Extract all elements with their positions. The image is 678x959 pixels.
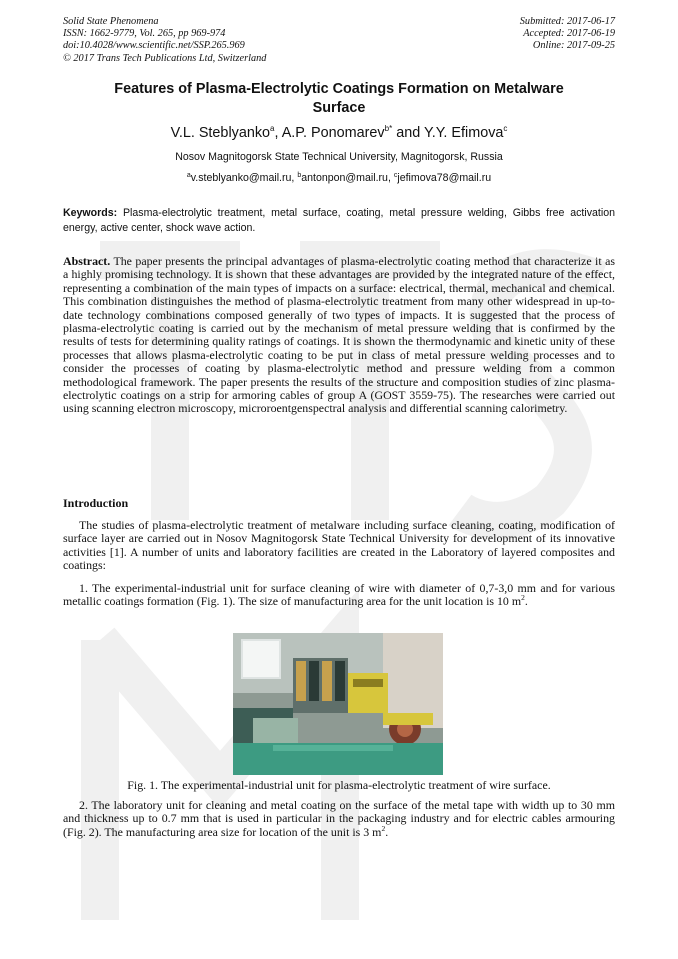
- accepted-date: Accepted: 2017-06-19: [523, 28, 615, 40]
- paragraph-body: 2. The laboratory unit for cleaning and metal coating on the surface of the metal tape with width up to 30 mm and thickness up to 0.7 mm that is used in particular in the packaging industry and for electric cables armouring (Fig. 2). The manufacturing area size for location of the unit is 3 m: [63, 798, 615, 839]
- author-separator: ,: [274, 125, 282, 141]
- author-emails: [63, 171, 615, 185]
- section-heading-introduction: Introduction: [63, 496, 129, 510]
- paragraph-text: [63, 582, 615, 609]
- figure-1-photo: [233, 633, 443, 775]
- paragraph-end: .: [385, 824, 389, 839]
- keywords-label: Keywords:: [63, 207, 118, 219]
- email-mark: c: [393, 172, 398, 179]
- author-affil-mark: c: [503, 124, 508, 133]
- email-link[interactable]: antonpon@mail.ru,: [301, 172, 394, 184]
- intro-paragraph-2: [63, 582, 615, 609]
- superscript: 2: [381, 823, 386, 833]
- keywords-text: Plasma-electrolytic treatment, metal surface, coating, metal pressure welding, Gibbs free activation energy, active center, shock wave action.: [63, 207, 615, 234]
- author-separator: and: [392, 125, 424, 141]
- affiliation: Nosov Magnitogorsk State Technical University, Magnitogorsk, Russia: [175, 151, 503, 163]
- submitted-date: Submitted: 2017-06-17: [519, 16, 615, 27]
- email-link[interactable]: jefimova78@mail.ru: [397, 172, 492, 184]
- email-mark: a: [186, 172, 191, 179]
- superscript: 2: [521, 593, 525, 603]
- author-name: A.P. Ponomarev: [281, 125, 385, 141]
- title-line-2: Surface: [312, 100, 366, 116]
- dates-header: [520, 16, 615, 53]
- author-name: Y.Y. Efimova: [423, 125, 504, 141]
- paper-title: [63, 80, 615, 118]
- intro-paragraph-1: [63, 519, 615, 573]
- email-link[interactable]: v.steblyanko@mail.ru,: [190, 172, 298, 184]
- email-mark: b: [297, 172, 302, 179]
- journal-header: [63, 16, 266, 65]
- keywords: [63, 206, 615, 235]
- abstract-text: The paper presents the principal advantages of plasma-electrolytic coating method that characterize it as a highly promising technology. It is shown that these advantages are provided by the integrated nature of the effect, representing a combination of the main types of impacts on a surface: electrical, thermal, mechanical and chemical. This combination distinguishes the method of plasma-electrolytic treatment from many other widespread in up-to-date technology combinations composed generally of two types of impacts. It is suggested that the process of plasma-electrolytic coating is carried out by the mechanism of metal pressure welding that is confirmed by the results of tests for determining quality ratings of coatings. It is shown the thermodynamic and kinetic unity of these processes that allows plasma-electrolytic coating to be put in class of metal pressure welding processes and to consider the processes of coating by plasma-electrolytic method and pressure welding from a common methodological framework. The paper presents the results of the structure and composition studies of zinc plasma-electrolytic coatings on a strip for armoring cables of group A (GOST 3559-75). The researches were carried out using scanning electron microscopy, microroentgenspectral analysis and differential scanning calorimetry.: [63, 254, 615, 416]
- author-list: [63, 124, 615, 142]
- author-name: V.L. Steblyanko: [170, 125, 271, 141]
- title-line-1: Features of Plasma-Electrolytic Coatings Formation on Metalware: [114, 81, 564, 97]
- abstract-label: Abstract.: [63, 254, 111, 268]
- intro-paragraph-3: [63, 799, 615, 839]
- paragraph-end: .: [524, 594, 528, 609]
- paragraph-text: [63, 799, 615, 839]
- lab-unit-illustration: [233, 633, 443, 775]
- issn-line: ISSN: 1662-9779, Vol. 265, pp 969-974: [63, 28, 226, 40]
- author-affil-mark: b*: [384, 124, 393, 133]
- online-date: Online: 2017-09-25: [532, 40, 615, 52]
- paragraph-body: 1. The experimental-industrial unit for surface cleaning of wire with diameter of 0,7-3,0 mm and for various metallic coatings formation (Fig. 1). The size of manufacturing area for the unit location is 10 m: [63, 581, 615, 609]
- doi-line: doi:10.4028/www.scientific.net/SSP.265.969: [63, 40, 245, 52]
- paragraph-text: The studies of plasma-electrolytic treatment of metalware including surface cleaning, coating, modification of surface layer are carried out in Nosov Magnitogorsk State Technical University for development of its innovative activities [1]. A number of units and laboratory facilities are created in the Laboratory of layered composites and coatings:: [63, 518, 615, 573]
- author-affil-mark: a: [270, 124, 275, 133]
- copyright-line: © 2017 Trans Tech Publications Ltd, Switzerland: [63, 52, 267, 64]
- figure-1-caption: Fig. 1. The experimental-industrial unit for plasma-electrolytic treatment of wire surface.: [127, 778, 551, 792]
- abstract: [63, 255, 615, 416]
- journal-name: Solid State Phenomena: [63, 16, 159, 27]
